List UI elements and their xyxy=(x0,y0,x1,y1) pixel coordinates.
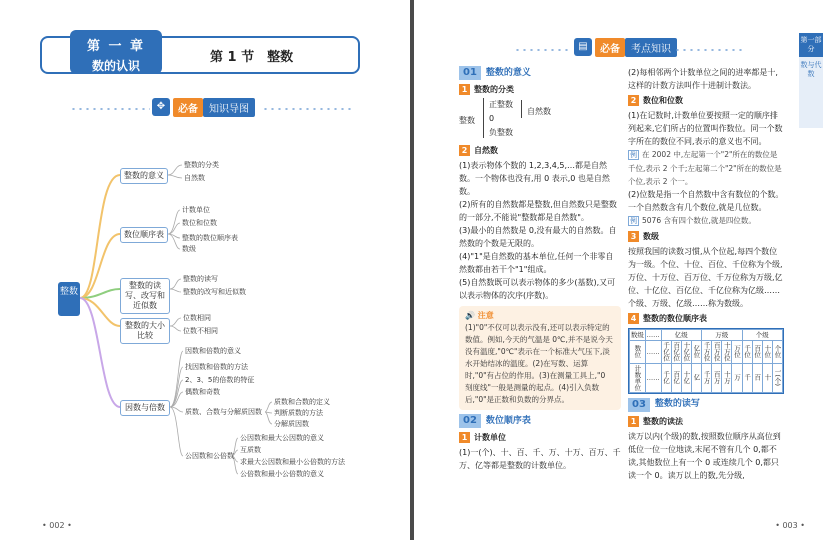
leaf: 偶数和奇数 xyxy=(185,388,220,396)
place-value-table xyxy=(628,328,784,394)
sub-title: 数位和位数 xyxy=(643,96,683,105)
kp2-header xyxy=(459,414,621,428)
class-zero: 0 xyxy=(489,114,495,123)
sub-number: 4 xyxy=(628,313,639,324)
table-cell: 千亿位 xyxy=(662,342,671,362)
leaf: 整数的分类 xyxy=(184,161,219,169)
sub-number: 2 xyxy=(459,145,470,156)
page-number: • 003 • xyxy=(775,521,805,530)
leaf: 整数的读写 xyxy=(183,275,218,283)
paragraph: 按照我国的读数习惯,从个位起,每四个数位为一级。个位、十位、百位、千位称为个级,万位、十万位、百万位、千万位称为万级,亿位、十亿位、百亿位、千亿位称为亿级……个级、万级、亿级……称为数级。 xyxy=(628,247,783,308)
table-cell: 个级 xyxy=(742,330,783,341)
paragraph: (5)自然数既可以表示物体的多少(基数),又可以表示物体的次序(序数)。 xyxy=(459,278,616,300)
class-positive: 正整数 xyxy=(489,100,513,109)
page-number-value: 003 xyxy=(782,521,798,530)
book-icon: ▤ xyxy=(574,38,592,56)
table-cell: 千位 xyxy=(742,341,752,364)
table-cell: 万级 xyxy=(702,330,743,341)
paragraph: (2)每相邻两个计数单位之间的进率都是十,这样的计数方法叫作十进制计数法。 xyxy=(628,68,778,90)
table-cell: 百万 xyxy=(712,363,722,392)
class-negative: 负整数 xyxy=(489,128,513,137)
sub-number: 3 xyxy=(628,231,639,242)
page-number-value: 002 xyxy=(49,521,65,530)
table-cell: 万位 xyxy=(732,341,742,364)
paragraph: (2)位数是指一个自然数中含有数位的个数。一个自然数含有几个数位,就是几位数。 xyxy=(628,190,784,212)
sub-number: 1 xyxy=(459,432,470,443)
leaf: 因数和倍数的意义 xyxy=(185,347,241,355)
leaf: 公倍数和最小公倍数的意义 xyxy=(240,470,324,478)
example-text: 5076 含有四个数位,就是四位数。 xyxy=(642,216,756,225)
kp1-title: 整数的意义 xyxy=(485,67,531,78)
kp2-number: 02 xyxy=(459,414,481,428)
table-cell: 数位 xyxy=(630,341,646,364)
paragraph: (2)所有的自然数都是整数,但自然数只是整数的一部分,不能说"整数都是自然数"。 xyxy=(459,200,617,222)
paragraph: (1)一(个)、十、百、千、万、十万、百万、千万、亿等都是整数的计数单位。 xyxy=(459,448,621,470)
must-tag: 必备 xyxy=(595,38,625,57)
brace-line xyxy=(521,100,522,118)
chapter-title: 数的认识 xyxy=(91,59,140,73)
section-title: 第 1 节 整数 xyxy=(210,50,294,65)
table-row xyxy=(630,363,783,392)
kp1-sub1 xyxy=(459,83,621,96)
brace-line xyxy=(483,98,484,138)
right-page xyxy=(414,0,823,540)
paragraph: (4)"1"是自然数的基本单位,任何一个非零自然数都由若干个"1"组成。 xyxy=(459,252,614,274)
table-row xyxy=(630,341,783,364)
table-cell: 十位 xyxy=(762,341,772,364)
kp2-sub2 xyxy=(628,94,784,107)
left-column xyxy=(459,66,621,472)
table-cell: 千亿 xyxy=(661,363,671,392)
leaf: 整数的数位顺序表 xyxy=(182,234,238,242)
leaf: 互质数 xyxy=(240,446,261,454)
leaf: 数位和位数 xyxy=(182,219,217,227)
leaf: 求最大公因数和最小公倍数的方法 xyxy=(240,458,345,466)
note-box xyxy=(459,306,621,410)
table-cell: 十万 xyxy=(722,363,732,392)
exam-points-badge xyxy=(574,38,677,56)
kp3-number: 03 xyxy=(628,398,650,412)
table-cell: 亿级 xyxy=(661,330,702,341)
table-cell: 十 xyxy=(762,363,772,392)
leaf: 自然数 xyxy=(184,174,205,182)
note-title-text: 注意 xyxy=(477,311,494,320)
table-cell: 百亿 xyxy=(671,363,681,392)
classification-diagram xyxy=(459,98,621,142)
example-text: 在 2002 中,左起第一个"2"所在的数位是千位,表示 2 个千;左起第二个"2"所在的数位是个位,表示 2 个一。 xyxy=(628,150,782,186)
badge-label: 考点知识 xyxy=(625,38,677,57)
table-cell: 个位 xyxy=(772,341,782,364)
table-cell: 万 xyxy=(732,363,742,392)
table-cell: 十亿 xyxy=(681,363,691,392)
sub-title: 自然数 xyxy=(474,146,498,155)
side-tab-topic: 数与代数 xyxy=(800,61,822,78)
table-row xyxy=(630,330,783,341)
table-cell: 百万位 xyxy=(712,342,721,362)
dotted-rule xyxy=(674,48,744,52)
table-cell: 千万 xyxy=(702,363,712,392)
kp1-sub2 xyxy=(459,144,621,157)
table-cell: …… xyxy=(645,341,661,364)
sub-title: 整数的读法 xyxy=(643,416,683,426)
paragraph: (1)表示物体个数的 1,2,3,4,5,…都是自然数。一个物体也没有,用 0 表示,0 也是自然数。 xyxy=(459,161,610,196)
sub-title: 整数的分类 xyxy=(474,85,514,94)
right-column xyxy=(628,66,784,482)
kp2-title: 数位顺序表 xyxy=(485,415,531,426)
example-1 xyxy=(628,148,784,188)
kp2-sub3 xyxy=(628,230,784,243)
leaf: 位数不相同 xyxy=(183,327,218,335)
branch-compare: 整数的大小比较 xyxy=(120,318,170,344)
note-text: (1)"0"不仅可以表示没有,还可以表示特定的数值。例如,今天的气温是 0℃,并不是说今天没有温度,"0℃"表示在一个标准大气压下,淡水开始结冰的温度。(2)在写数、运算时,"0"有占位的作用。(3)在测量工具上,"0 刻度线"一般是测量的起点。(4)引入负数后,"0"是正数和负数的分界点。 xyxy=(465,323,613,404)
table-cell: 数级 xyxy=(630,331,644,339)
leaf: 计数单位 xyxy=(182,206,210,214)
example-tag: 例 xyxy=(630,217,637,225)
table-cell: …… xyxy=(645,363,661,392)
sub-number: 1 xyxy=(459,84,470,95)
mindmap-icon: ✥ xyxy=(152,98,170,116)
leaf: 位数相同 xyxy=(183,314,211,322)
branch-integer-meaning: 整数的意义 xyxy=(120,168,168,184)
table-cell: 亿位 xyxy=(691,341,701,364)
table-cell: 百 xyxy=(752,363,762,392)
table-cell: 百亿位 xyxy=(672,342,681,362)
table-cell: …… xyxy=(646,331,660,339)
table-cell: 百位 xyxy=(752,341,762,364)
kp3-sub1 xyxy=(628,415,784,428)
chapter-number: 第 一 章 xyxy=(86,39,146,54)
sub-number: 2 xyxy=(628,95,639,106)
badge-label: 知识导图 xyxy=(203,98,255,117)
kp3-header xyxy=(628,398,784,412)
table-cell: 十万位 xyxy=(722,342,731,362)
example-2 xyxy=(628,214,784,228)
leaf: 整数的改写和近似数 xyxy=(183,288,246,296)
leaf: 分解质因数 xyxy=(274,420,309,428)
side-tab-part: 第一部分 xyxy=(799,33,823,57)
kp1-header xyxy=(459,66,621,80)
table-cell: 千 xyxy=(742,363,752,392)
class-integer: 整数 xyxy=(459,116,475,125)
table-cell: 计数单位 xyxy=(630,363,646,392)
note-title: 🔊 注意 xyxy=(465,311,494,320)
kp1-number: 01 xyxy=(459,66,481,80)
kp2-sub1 xyxy=(459,431,621,444)
leaf: 数级 xyxy=(182,245,196,253)
table-cell: 亿 xyxy=(691,363,701,392)
kp2-sub4 xyxy=(628,312,784,325)
paragraph: (1)在记数时,计数单位要按照一定的顺序排列起来,它们所占的位置叫作数位。同一个数字所在的数位不同,表示的意义也不同。 xyxy=(628,111,783,146)
branch-factors-multiples: 因数与倍数 xyxy=(120,400,170,416)
sub-title: 计数单位 xyxy=(474,433,506,442)
paragraph: (3)最小的自然数是 0,没有最大的自然数。自然数的个数是无限的。 xyxy=(459,226,617,248)
sub-title: 数级 xyxy=(643,232,659,241)
leaf: 公因数和公倍数 xyxy=(185,452,234,460)
dotted-rule xyxy=(514,48,569,52)
leaf: 判断质数的方法 xyxy=(274,409,323,417)
left-page xyxy=(0,0,410,540)
table-cell: 一(个) xyxy=(772,363,782,392)
mindmap-root: 整数 xyxy=(58,282,80,316)
class-natural: 自然数 xyxy=(527,107,551,116)
leaf: 质数和合数的定义 xyxy=(274,398,330,406)
part-side-tab xyxy=(799,33,823,128)
branch-place-value-table: 数位顺序表 xyxy=(120,227,168,243)
table-cell: 十亿位 xyxy=(682,342,691,362)
sub-number: 1 xyxy=(628,416,639,427)
paragraph: 读万以内(个级)的数,按照数位顺序从高位到低位一位一位地读,末尾不管有几个 0,都不读,其他数位上有一个 0 或连续几个 0,都只读一个 0。读万以上的数,先分级, xyxy=(628,431,781,480)
leaf: 质数、合数与分解质因数 xyxy=(185,408,262,416)
leaf: 公因数和最大公因数的意义 xyxy=(240,434,324,442)
example-tag: 例 xyxy=(630,151,637,159)
must-tag: 必备 xyxy=(173,98,203,117)
table-cell: 千万位 xyxy=(702,342,711,362)
kp3-title: 整数的读写 xyxy=(654,399,700,409)
page-number: • 002 • xyxy=(42,521,72,530)
leaf: 2、3、5的倍数的特征 xyxy=(185,376,255,384)
leaf: 找因数和倍数的方法 xyxy=(185,363,248,371)
sub-title: 整数的数位顺序表 xyxy=(643,314,707,323)
branch-read-write: 整数的读写、改写和近似数 xyxy=(120,278,170,314)
